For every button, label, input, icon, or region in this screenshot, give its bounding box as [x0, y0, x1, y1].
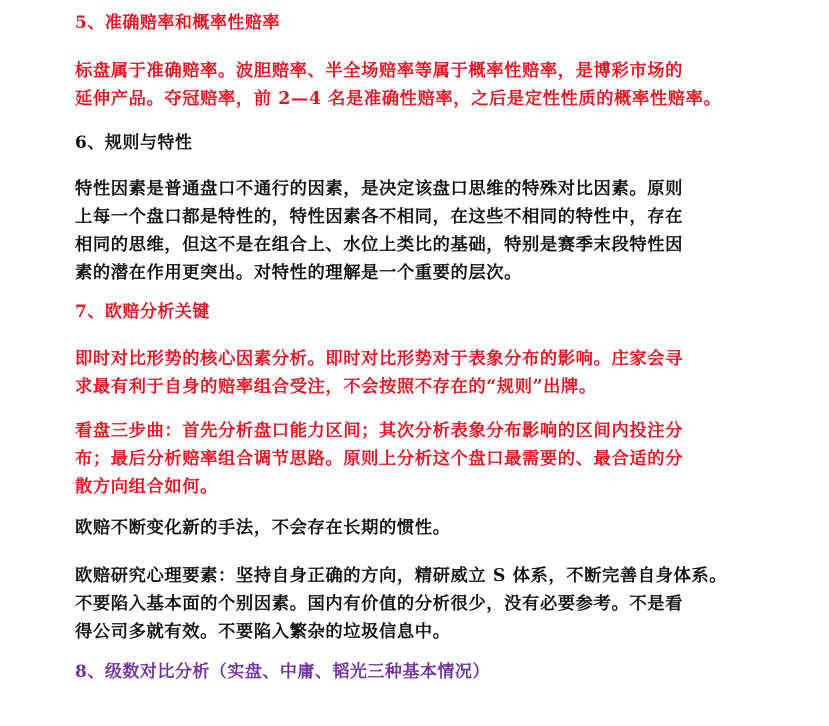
- paragraph-line: 即时对比形势的核心因素分析。即时对比形势对于表象分布的影响。庄家会寻: [75, 349, 683, 369]
- paragraph-line: 相同的思维，但这不是在组合上、水位上类比的基础，特别是赛季末段特性因: [75, 235, 683, 255]
- section-6-paragraph: [75, 175, 775, 287]
- paragraph-line: 标盘属于准确赔率。波胆赔率、半全场赔率等属于概率性赔率，是博彩市场的: [75, 61, 683, 81]
- section-7-paragraph-2: [75, 417, 775, 501]
- paragraph-line: 看盘三步曲：首先分析盘口能力区间；其次分析表象分布影响的区间内投注分: [75, 421, 683, 441]
- section-7-paragraph-1: [75, 345, 775, 401]
- paragraph-line: 散方向组合如何。: [75, 477, 219, 497]
- paragraph-line: 求最有利于自身的赔率组合受注，不会按照不存在的“规则”出牌。: [75, 377, 597, 397]
- section-5-paragraph: [75, 57, 775, 113]
- paragraph-line: 特性因素是普通盘口不通行的因素，是决定该盘口思维的特殊对比因素。原则: [75, 179, 683, 199]
- paragraph-line: 延伸产品。夺冠赔率，前 2—4 名是准确性赔率，之后是定性性质的概率性赔率。: [75, 89, 722, 109]
- section-7-paragraph-3: [75, 514, 775, 542]
- section-5-heading: 5、准确赔率和概率性赔率: [75, 13, 280, 33]
- section-6-heading: 6、规则与特性: [75, 133, 193, 153]
- paragraph-line: 不要陷入基本面的个别因素。国内有价值的分析很少，没有必要参考。不是看: [75, 594, 683, 614]
- paragraph-line: 欧赔不断变化新的手法，不会存在长期的惯性。: [75, 518, 451, 538]
- section-8-heading: 8、级数对比分析（实盘、中庸、韬光三种基本情况）: [75, 662, 490, 682]
- section-7-paragraph-4: [75, 562, 775, 646]
- paragraph-line: 上每一个盘口都是特性的，特性因素各不相同，在这些不相同的特性中，存在: [75, 207, 683, 227]
- paragraph-line: 素的潜在作用更突出。对特性的理解是一个重要的层次。: [75, 263, 523, 283]
- paragraph-line: 布；最后分析赔率组合调节思路。原则上分析这个盘口最需要的、最合适的分: [75, 449, 683, 469]
- paragraph-line: 得公司多就有效。不要陷入繁杂的垃圾信息中。: [75, 622, 451, 642]
- section-7-heading: 7、欧赔分析关键: [75, 302, 210, 322]
- paragraph-line: 欧赔研究心理要素：坚持自身正确的方向，精研威立 S 体系，不断完善自身体系。: [75, 566, 728, 586]
